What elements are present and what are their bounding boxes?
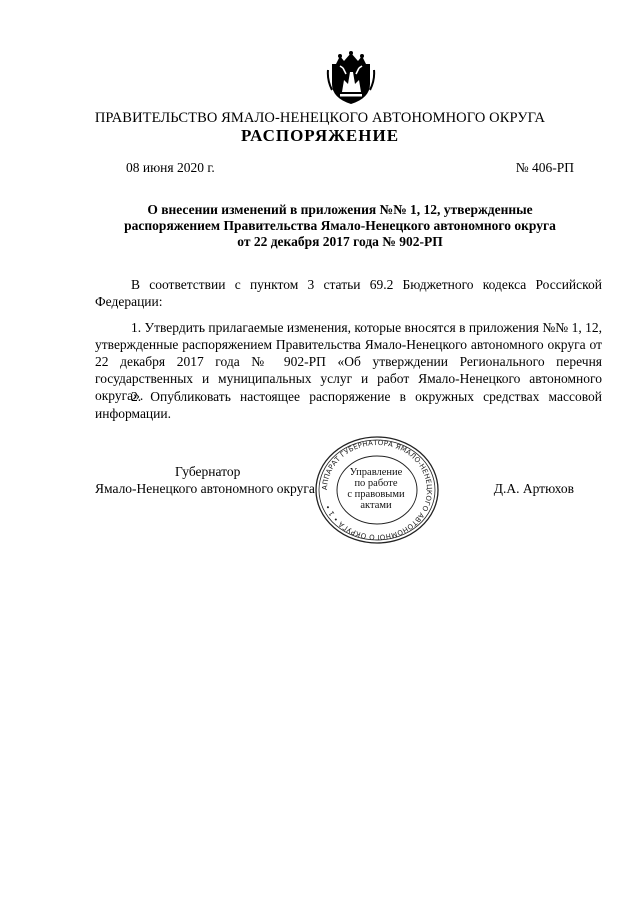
preamble-paragraph: В соответствии с пунктом 3 статьи 69.2 Бюджетного кодекса Российской Федерации:: [95, 277, 602, 309]
coat-of-arms-emblem: [326, 50, 376, 106]
stamp-line: актами: [360, 500, 392, 511]
government-name: ПРАВИТЕЛЬСТВО ЯМАЛО-НЕНЕЦКОГО АВТОНОМНОГО ОКРУГА: [94, 110, 546, 126]
document-number: № 406-РП: [515, 160, 574, 175]
stamp-ring-text: АППАРАТ ГУБЕРНАТОРА ЯМАЛО-НЕНЕЦКОГО АВТОНОМНОГО ОКРУГА • 1 •: [320, 438, 434, 542]
item-2-paragraph: 2. Опубликовать настоящее распоряжение в окружных средствах массовой информации.: [95, 389, 602, 421]
subject-line: от 22 декабря 2017 года № 902-РП: [237, 234, 443, 249]
subject-line: распоряжением Правительства Ямало-Ненецкого автономного округа: [124, 218, 556, 233]
item-1-paragraph: 1. Утвердить прилагаемые изменения, которые вносятся в приложения №№ 1, 12, утвержденные распоряжением Правительства Ямало-Ненецкого автономного округа от 22 декабря 2017 года № 902-РП «Об утверждении Регионального перечня государственных и муниципальных услуг и работ Ямало-Ненецкого автономного округа».: [95, 320, 602, 403]
stamp-line: Управление: [349, 467, 403, 478]
stamp-line: по работе: [354, 478, 398, 489]
signatory-title: Губернатор: [175, 464, 241, 479]
signatory-organization: Ямало-Ненецкого автономного округа: [95, 481, 315, 496]
signatory-name: Д.А. Артюхов: [493, 481, 574, 496]
stamp-line: с правовыми: [347, 489, 405, 500]
document-date: 08 июня 2020 г.: [126, 160, 215, 175]
subject-line: О внесении изменений в приложения №№ 1, 12, утвержденные: [147, 202, 533, 217]
stamp-center-text: [338, 459, 414, 519]
document-subject: [100, 202, 580, 250]
document-title: РАСПОРЯЖЕНИЕ: [240, 126, 400, 145]
